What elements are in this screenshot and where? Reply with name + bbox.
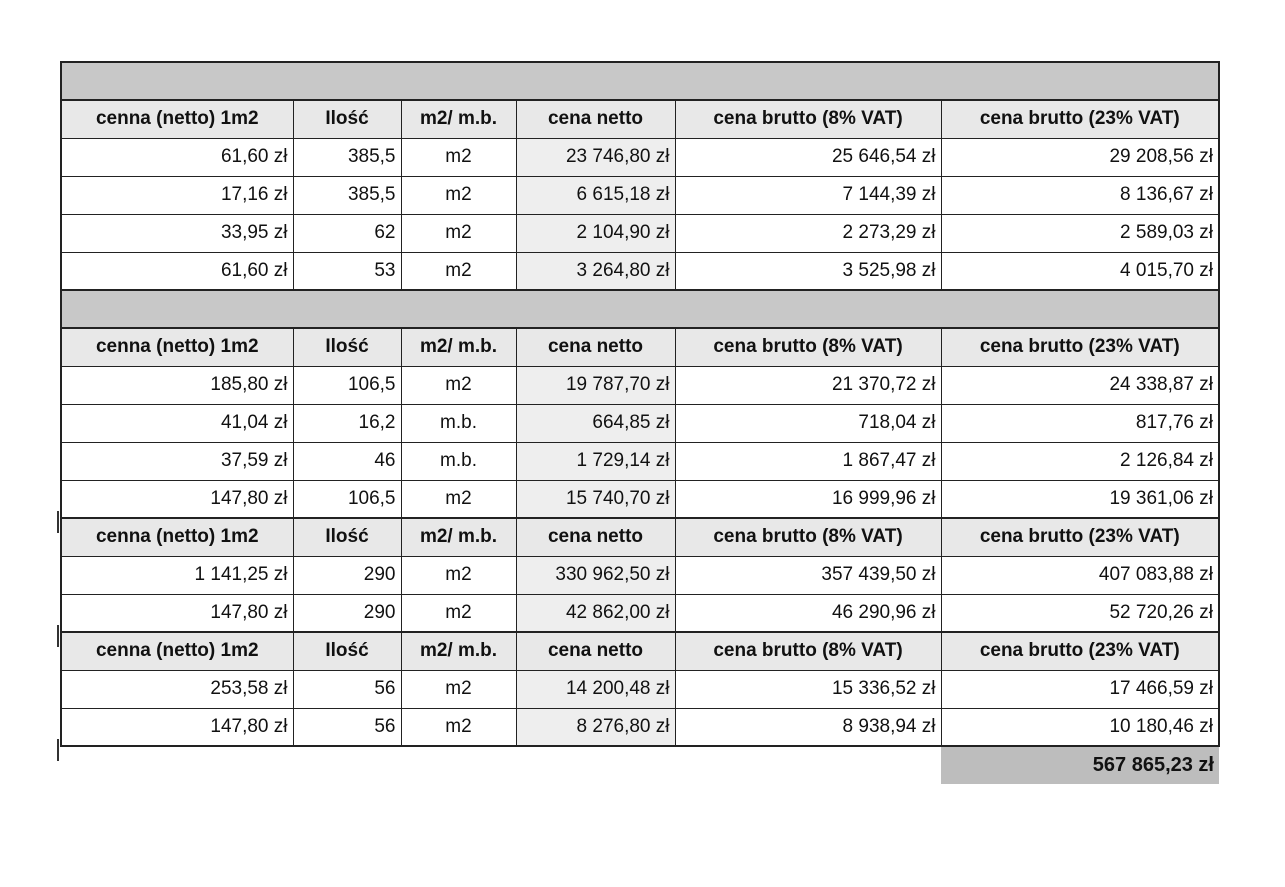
- table-cell[interactable]: 16 999,96 zł: [675, 480, 941, 518]
- table-cell[interactable]: m.b.: [401, 404, 516, 442]
- table-cell[interactable]: 1 141,25 zł: [61, 556, 293, 594]
- table-cell[interactable]: 290: [293, 556, 401, 594]
- table-cell[interactable]: 147,80 zł: [61, 480, 293, 518]
- table-cell[interactable]: 21 370,72 zł: [675, 366, 941, 404]
- column-header[interactable]: cenna (netto) 1m2: [61, 518, 293, 556]
- column-header[interactable]: cena brutto (8% VAT): [675, 518, 941, 556]
- table-cell[interactable]: 6 615,18 zł: [516, 176, 675, 214]
- table-cell[interactable]: 385,5: [293, 176, 401, 214]
- section-band-cell[interactable]: [61, 62, 1219, 100]
- table-row: [61, 252, 1219, 290]
- table-cell[interactable]: 62: [293, 214, 401, 252]
- section-band: [61, 62, 1219, 100]
- header-row: [61, 518, 1219, 556]
- table-cell[interactable]: 8 276,80 zł: [516, 708, 675, 746]
- table-cell[interactable]: 1 867,47 zł: [675, 442, 941, 480]
- column-header[interactable]: cenna (netto) 1m2: [61, 632, 293, 670]
- table-row: [61, 670, 1219, 708]
- header-row: [61, 100, 1219, 138]
- table-cell[interactable]: 147,80 zł: [61, 594, 293, 632]
- table-cell[interactable]: 3 525,98 zł: [675, 252, 941, 290]
- column-header[interactable]: m2/ m.b.: [401, 632, 516, 670]
- table-cell[interactable]: 1 729,14 zł: [516, 442, 675, 480]
- table-cell[interactable]: 52 720,26 zł: [941, 594, 1219, 632]
- table-cell[interactable]: m2: [401, 708, 516, 746]
- table-cell[interactable]: 106,5: [293, 366, 401, 404]
- column-header[interactable]: m2/ m.b.: [401, 100, 516, 138]
- table-cell[interactable]: 29 208,56 zł: [941, 138, 1219, 176]
- table-row: [61, 480, 1219, 518]
- table-cell[interactable]: m2: [401, 252, 516, 290]
- table-cell[interactable]: 2 126,84 zł: [941, 442, 1219, 480]
- table-cell[interactable]: 25 646,54 zł: [675, 138, 941, 176]
- table-cell[interactable]: 14 200,48 zł: [516, 670, 675, 708]
- table-cell[interactable]: 664,85 zł: [516, 404, 675, 442]
- table-cell[interactable]: 33,95 zł: [61, 214, 293, 252]
- column-header[interactable]: Ilość: [293, 328, 401, 366]
- table-cell[interactable]: 718,04 zł: [675, 404, 941, 442]
- table-cell[interactable]: m.b.: [401, 442, 516, 480]
- column-header[interactable]: Ilość: [293, 632, 401, 670]
- column-header[interactable]: cena netto: [516, 328, 675, 366]
- table-cell[interactable]: 7 144,39 zł: [675, 176, 941, 214]
- row-edge-mark: [57, 739, 59, 761]
- table-cell[interactable]: m2: [401, 214, 516, 252]
- section-band-cell[interactable]: [61, 290, 1219, 328]
- table-cell[interactable]: 2 589,03 zł: [941, 214, 1219, 252]
- cost-table: [60, 61, 1220, 784]
- table-cell[interactable]: 46: [293, 442, 401, 480]
- row-edge-mark: [57, 625, 59, 647]
- table-cell[interactable]: m2: [401, 556, 516, 594]
- table-cell[interactable]: 385,5: [293, 138, 401, 176]
- table-cell[interactable]: m2: [401, 594, 516, 632]
- table-row: [61, 708, 1219, 746]
- column-header[interactable]: Ilość: [293, 518, 401, 556]
- table-cell[interactable]: 357 439,50 zł: [675, 556, 941, 594]
- table-cell[interactable]: 17 466,59 zł: [941, 670, 1219, 708]
- table-cell[interactable]: 4 015,70 zł: [941, 252, 1219, 290]
- table-cell[interactable]: 15 740,70 zł: [516, 480, 675, 518]
- table-cell[interactable]: 8 136,67 zł: [941, 176, 1219, 214]
- table-cell[interactable]: 2 104,90 zł: [516, 214, 675, 252]
- table-cell[interactable]: 24 338,87 zł: [941, 366, 1219, 404]
- table-cell[interactable]: 42 862,00 zł: [516, 594, 675, 632]
- column-header[interactable]: cena brutto (23% VAT): [941, 328, 1219, 366]
- table-cell[interactable]: 407 083,88 zł: [941, 556, 1219, 594]
- table-cell[interactable]: 53: [293, 252, 401, 290]
- table-row: [61, 138, 1219, 176]
- table-row: [61, 556, 1219, 594]
- table-cell[interactable]: 16,2: [293, 404, 401, 442]
- column-header[interactable]: cena brutto (23% VAT): [941, 100, 1219, 138]
- column-header[interactable]: cenna (netto) 1m2: [61, 100, 293, 138]
- table-cell[interactable]: m2: [401, 138, 516, 176]
- table-cell[interactable]: m2: [401, 176, 516, 214]
- table-cell[interactable]: 10 180,46 zł: [941, 708, 1219, 746]
- column-header[interactable]: m2/ m.b.: [401, 328, 516, 366]
- table-cell[interactable]: 37,59 zł: [61, 442, 293, 480]
- total-spacer: [61, 746, 941, 784]
- table-cell[interactable]: 19 787,70 zł: [516, 366, 675, 404]
- column-header[interactable]: cena brutto (23% VAT): [941, 518, 1219, 556]
- table-cell[interactable]: 56: [293, 708, 401, 746]
- table-cell[interactable]: 46 290,96 zł: [675, 594, 941, 632]
- table-cell[interactable]: 19 361,06 zł: [941, 480, 1219, 518]
- table-cell[interactable]: 56: [293, 670, 401, 708]
- column-header[interactable]: cenna (netto) 1m2: [61, 328, 293, 366]
- table-cell[interactable]: 8 938,94 zł: [675, 708, 941, 746]
- table-row: [61, 594, 1219, 632]
- table-cell[interactable]: m2: [401, 670, 516, 708]
- table-cell[interactable]: 185,80 zł: [61, 366, 293, 404]
- header-row: [61, 328, 1219, 366]
- column-header[interactable]: Ilość: [293, 100, 401, 138]
- table-cell[interactable]: 61,60 zł: [61, 252, 293, 290]
- column-header[interactable]: cena brutto (8% VAT): [675, 632, 941, 670]
- column-header[interactable]: cena netto: [516, 632, 675, 670]
- table-cell[interactable]: 15 336,52 zł: [675, 670, 941, 708]
- column-header[interactable]: m2/ m.b.: [401, 518, 516, 556]
- header-row: [61, 632, 1219, 670]
- column-header[interactable]: cena brutto (8% VAT): [675, 100, 941, 138]
- table-cell[interactable]: 817,76 zł: [941, 404, 1219, 442]
- column-header[interactable]: cena brutto (8% VAT): [675, 328, 941, 366]
- table-row: [61, 366, 1219, 404]
- table-cell[interactable]: 330 962,50 zł: [516, 556, 675, 594]
- table-cell[interactable]: 290: [293, 594, 401, 632]
- table-cell[interactable]: m2: [401, 366, 516, 404]
- column-header[interactable]: cena netto: [516, 100, 675, 138]
- table-cell[interactable]: 253,58 zł: [61, 670, 293, 708]
- table-cell[interactable]: 61,60 zł: [61, 138, 293, 176]
- table-row: [61, 404, 1219, 442]
- grand-total-cell[interactable]: 567 865,23 zł: [941, 746, 1219, 784]
- row-edge-mark: [57, 511, 59, 533]
- table-cell[interactable]: 106,5: [293, 480, 401, 518]
- table-cell[interactable]: m2: [401, 480, 516, 518]
- total-row: [61, 746, 1219, 784]
- table-cell[interactable]: 2 273,29 zł: [675, 214, 941, 252]
- table-cell[interactable]: 147,80 zł: [61, 708, 293, 746]
- table-row: [61, 176, 1219, 214]
- table-cell[interactable]: 41,04 zł: [61, 404, 293, 442]
- table-cell[interactable]: 23 746,80 zł: [516, 138, 675, 176]
- section-band: [61, 290, 1219, 328]
- column-header[interactable]: cena brutto (23% VAT): [941, 632, 1219, 670]
- column-header[interactable]: cena netto: [516, 518, 675, 556]
- table-cell[interactable]: 3 264,80 zł: [516, 252, 675, 290]
- table-cell[interactable]: 17,16 zł: [61, 176, 293, 214]
- table-row: [61, 442, 1219, 480]
- table-row: [61, 214, 1219, 252]
